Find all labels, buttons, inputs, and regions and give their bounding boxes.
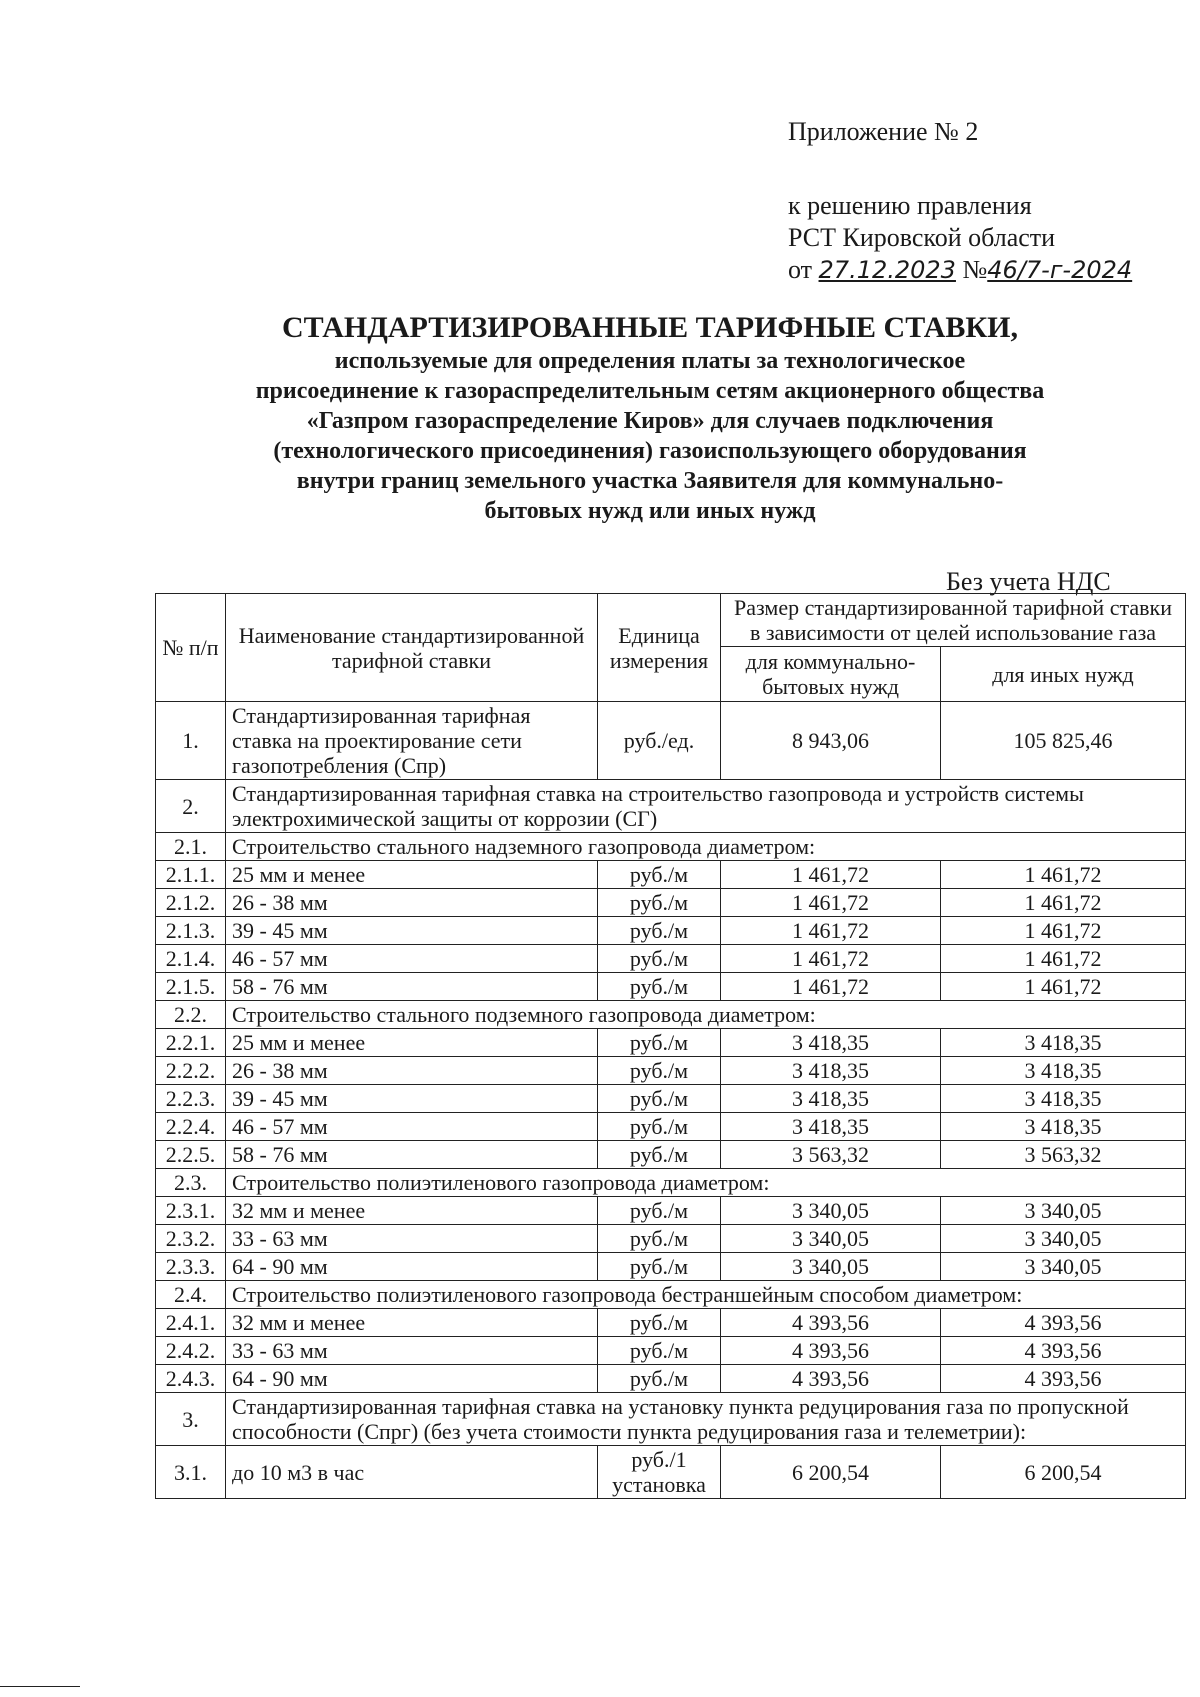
table-row: [156, 1309, 1186, 1337]
row-number: 2.3.2.: [156, 1225, 226, 1253]
annex-number-sign: №: [962, 255, 988, 284]
row-other-value: 1 461,72: [941, 945, 1186, 973]
table-row: [156, 1113, 1186, 1141]
row-number: 2.1.1.: [156, 861, 226, 889]
row-number: 2.2.5.: [156, 1141, 226, 1169]
row-number: 2.2.2.: [156, 1057, 226, 1085]
row-unit: руб./1 установка: [598, 1446, 721, 1499]
row-other-value: 4 393,56: [941, 1309, 1186, 1337]
row-household-value: 3 340,05: [721, 1253, 941, 1281]
title-line-5: внутри границ земельного участка Заявителя для коммунально-: [296, 468, 1004, 494]
row-household-value: 4 393,56: [721, 1337, 941, 1365]
row-number: 2.1.3.: [156, 917, 226, 945]
row-name: 46 - 57 мм: [226, 1113, 598, 1141]
annex-number: 46/7-г-2024: [987, 256, 1133, 284]
row-other-value: 3 340,05: [941, 1225, 1186, 1253]
table-row: [156, 1001, 1186, 1029]
row-name: 64 - 90 мм: [226, 1253, 598, 1281]
row-unit: руб./м: [598, 1113, 721, 1141]
table-row: [156, 780, 1186, 833]
row-unit: руб./м: [598, 861, 721, 889]
row-unit: руб./м: [598, 1029, 721, 1057]
row-name: 39 - 45 мм: [226, 1085, 598, 1113]
table-row: [156, 1281, 1186, 1309]
table-row: [156, 1446, 1186, 1499]
row-household-value: 1 461,72: [721, 945, 941, 973]
row-unit: руб./м: [598, 1337, 721, 1365]
row-other-value: 4 393,56: [941, 1365, 1186, 1393]
table-row: [156, 1393, 1186, 1446]
annex-block: [788, 116, 1132, 286]
row-name: 32 мм и менее: [226, 1197, 598, 1225]
row-number: 2.1.: [156, 833, 226, 861]
row-other-value: 1 461,72: [941, 889, 1186, 917]
row-unit: руб./ед.: [598, 702, 721, 780]
row-number: 2.2.: [156, 1001, 226, 1029]
row-number: 2.3.3.: [156, 1253, 226, 1281]
row-name: до 10 м3 в час: [226, 1446, 598, 1499]
title-line-3: «Газпром газораспределение Киров» для случаев подключения: [306, 408, 994, 434]
row-name: 58 - 76 мм: [226, 1141, 598, 1169]
row-unit: руб./м: [598, 973, 721, 1001]
header-unit: Единица измерения: [598, 594, 721, 702]
row-other-value: 3 340,05: [941, 1253, 1186, 1281]
row-unit: руб./м: [598, 1309, 721, 1337]
tariff-table-body: [156, 702, 1186, 1499]
row-number: 2.1.2.: [156, 889, 226, 917]
row-section-title: Строительство стального подземного газопровода диаметром:: [226, 1001, 1186, 1029]
title-line-2: присоединение к газораспределительным сетям акционерного общества: [255, 378, 1045, 404]
table-row: [156, 973, 1186, 1001]
table-row: [156, 1057, 1186, 1085]
table-row: [156, 1337, 1186, 1365]
row-number: 2.4.3.: [156, 1365, 226, 1393]
row-name: 26 - 38 мм: [226, 889, 598, 917]
row-unit: руб./м: [598, 1197, 721, 1225]
row-other-value: 3 340,05: [941, 1197, 1186, 1225]
table-row: [156, 917, 1186, 945]
title-main: СТАНДАРТИЗИРОВАННЫЕ ТАРИФНЫЕ СТАВКИ,: [282, 311, 1018, 344]
row-household-value: 3 418,35: [721, 1085, 941, 1113]
row-number: 2.1.4.: [156, 945, 226, 973]
table-row: [156, 861, 1186, 889]
row-name: 26 - 38 мм: [226, 1057, 598, 1085]
row-number: 3.: [156, 1393, 226, 1446]
row-other-value: 3 418,35: [941, 1057, 1186, 1085]
row-name: 32 мм и менее: [226, 1309, 598, 1337]
row-household-value: 1 461,72: [721, 889, 941, 917]
title-line-6: бытовых нужд или иных нужд: [484, 498, 816, 524]
vat-note: Без учета НДС: [946, 567, 1111, 596]
table-row: [156, 889, 1186, 917]
row-unit: руб./м: [598, 1253, 721, 1281]
row-number: 2.: [156, 780, 226, 833]
row-name: 39 - 45 мм: [226, 917, 598, 945]
row-unit: руб./м: [598, 1225, 721, 1253]
row-number: 2.4.: [156, 1281, 226, 1309]
header-name: Наименование стандартизированной тарифной ставки: [226, 594, 598, 702]
annex-title: Приложение № 2: [788, 117, 979, 146]
table-row: [156, 1197, 1186, 1225]
row-other-value: 3 418,35: [941, 1029, 1186, 1057]
row-section-title: Строительство полиэтиленового газопровода диаметром:: [226, 1169, 1186, 1197]
table-row: [156, 1085, 1186, 1113]
row-name: 25 мм и менее: [226, 861, 598, 889]
row-number: 1.: [156, 702, 226, 780]
row-household-value: 3 418,35: [721, 1057, 941, 1085]
row-household-value: 3 340,05: [721, 1225, 941, 1253]
row-name: 58 - 76 мм: [226, 973, 598, 1001]
row-other-value: 3 418,35: [941, 1085, 1186, 1113]
row-household-value: 4 393,56: [721, 1309, 941, 1337]
row-other-value: 1 461,72: [941, 861, 1186, 889]
row-number: 2.2.4.: [156, 1113, 226, 1141]
row-number: 2.2.3.: [156, 1085, 226, 1113]
annex-date-line: [788, 254, 1132, 286]
row-number: 2.2.1.: [156, 1029, 226, 1057]
row-household-value: 1 461,72: [721, 917, 941, 945]
row-name: 64 - 90 мм: [226, 1365, 598, 1393]
table-row: [156, 945, 1186, 973]
tariff-table: [155, 593, 1186, 1499]
table-row: [156, 1169, 1186, 1197]
row-household-value: 8 943,06: [721, 702, 941, 780]
row-section-title: Стандартизированная тарифная ставка на строительство газопровода и устройств системы электрохимической защиты от коррозии (СГ): [226, 780, 1186, 833]
row-number: 2.3.: [156, 1169, 226, 1197]
row-unit: руб./м: [598, 945, 721, 973]
row-unit: руб./м: [598, 1057, 721, 1085]
row-unit: руб./м: [598, 889, 721, 917]
row-section-title: Строительство стального надземного газопровода диаметром:: [226, 833, 1186, 861]
table-row: [156, 1253, 1186, 1281]
table-row: [156, 1141, 1186, 1169]
row-other-value: 105 825,46: [941, 702, 1186, 780]
row-household-value: 3 418,35: [721, 1113, 941, 1141]
row-household-value: 3 563,32: [721, 1141, 941, 1169]
annex-line-2: РСТ Кировской области: [788, 223, 1056, 252]
row-unit: руб./м: [598, 1365, 721, 1393]
row-name: Стандартизированная тарифная ставка на проектирование сети газопотребления (Спр): [226, 702, 598, 780]
row-household-value: 3 340,05: [721, 1197, 941, 1225]
title-line-4: (технологического присоединения) газоиспользующего оборудования: [273, 438, 1027, 464]
document-title: [120, 310, 1180, 526]
row-unit: руб./м: [598, 1141, 721, 1169]
annex-date: 27.12.2023: [818, 256, 956, 284]
row-unit: руб./м: [598, 1085, 721, 1113]
header-num: № п/п: [156, 594, 226, 702]
title-line-1: используемые для определения платы за технологическое: [334, 348, 966, 374]
row-household-value: 1 461,72: [721, 861, 941, 889]
row-name: 46 - 57 мм: [226, 945, 598, 973]
footer-divider: [0, 1686, 80, 1687]
annex-from-label: от: [788, 255, 813, 284]
row-name: 33 - 63 мм: [226, 1225, 598, 1253]
row-other-value: 1 461,72: [941, 973, 1186, 1001]
annex-line-1: к решению правления: [788, 191, 1032, 220]
row-unit: руб./м: [598, 917, 721, 945]
row-number: 2.1.5.: [156, 973, 226, 1001]
row-number: 2.4.2.: [156, 1337, 226, 1365]
row-other-value: 3 418,35: [941, 1113, 1186, 1141]
table-row: [156, 833, 1186, 861]
row-section-title: Строительство полиэтиленового газопровода бестраншейным способом диаметром:: [226, 1281, 1186, 1309]
header-size: Размер стандартизированной тарифной ставки в зависимости от целей использование газа: [721, 594, 1186, 647]
row-household-value: 3 418,35: [721, 1029, 941, 1057]
row-household-value: 6 200,54: [721, 1446, 941, 1499]
row-name: 25 мм и менее: [226, 1029, 598, 1057]
row-name: 33 - 63 мм: [226, 1337, 598, 1365]
table-row: [156, 1029, 1186, 1057]
row-other-value: 4 393,56: [941, 1337, 1186, 1365]
row-number: 3.1.: [156, 1446, 226, 1499]
table-row: [156, 702, 1186, 780]
table-row: [156, 1365, 1186, 1393]
row-household-value: 1 461,72: [721, 973, 941, 1001]
row-other-value: 6 200,54: [941, 1446, 1186, 1499]
row-number: 2.3.1.: [156, 1197, 226, 1225]
row-number: 2.4.1.: [156, 1309, 226, 1337]
row-other-value: 3 563,32: [941, 1141, 1186, 1169]
row-section-title: Стандартизированная тарифная ставка на установку пункта редуцирования газа по пропускной способности (Спрг) (без учета стоимости пункта редуцирования газа и телеметрии):: [226, 1393, 1186, 1446]
row-household-value: 4 393,56: [721, 1365, 941, 1393]
header-other: для иных нужд: [941, 647, 1186, 702]
header-household: для коммунально-бытовых нужд: [721, 647, 941, 702]
row-other-value: 1 461,72: [941, 917, 1186, 945]
table-row: [156, 1225, 1186, 1253]
